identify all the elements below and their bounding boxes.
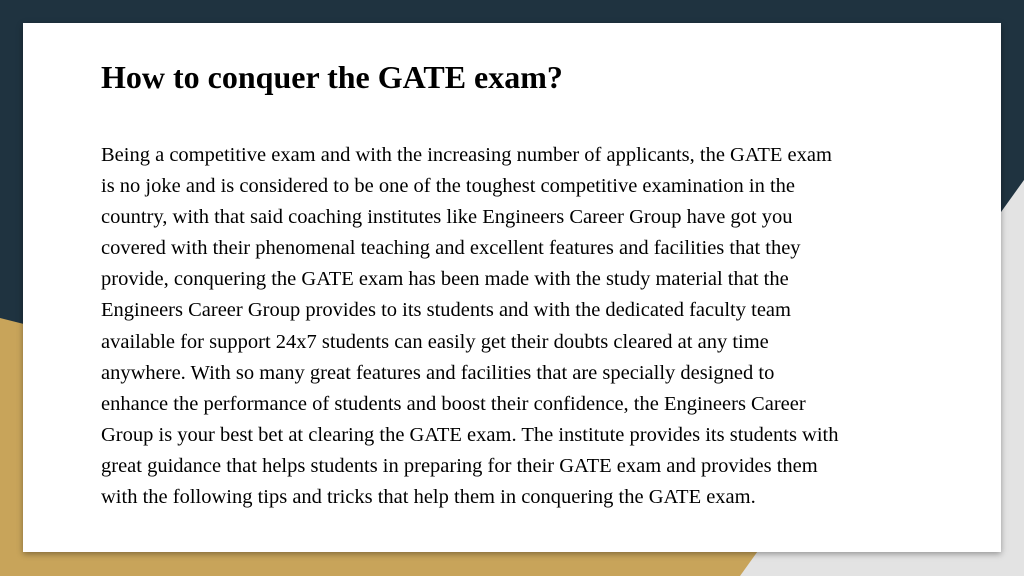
body-line: Group is your best bet at clearing the GATE exam. The institute provides its students with <box>101 423 839 446</box>
body-line: available for support 24x7 students can easily get their doubts cleared at any time <box>101 330 769 353</box>
body-line: is no joke and is considered to be one of the toughest competitive examination in the <box>101 175 795 198</box>
body-line: enhance the performance of students and boost their confidence, the Engineers Career <box>101 392 806 415</box>
body-line: provide, conquering the GATE exam has been made with the study material that the <box>101 268 789 291</box>
body-line: great guidance that helps students in preparing for their GATE exam and provides them <box>101 454 818 477</box>
body-line: country, with that said coaching institutes like Engineers Career Group have got you <box>101 206 793 229</box>
body-line: anywhere. With so many great features and facilities that are specially designed to <box>101 361 775 384</box>
slide-title: How to conquer the GATE exam? <box>101 59 563 95</box>
body-line: covered with their phenomenal teaching and excellent features and facilities that they <box>101 237 801 260</box>
slide-card <box>23 23 1001 552</box>
body-line: Engineers Career Group provides to its students and with the dedicated faculty team <box>101 299 791 322</box>
body-line: Being a competitive exam and with the increasing number of applicants, the GATE exam <box>101 144 832 166</box>
body-line: with the following tips and tricks that help them in conquering the GATE exam. <box>101 486 756 509</box>
slide-body <box>101 140 941 513</box>
